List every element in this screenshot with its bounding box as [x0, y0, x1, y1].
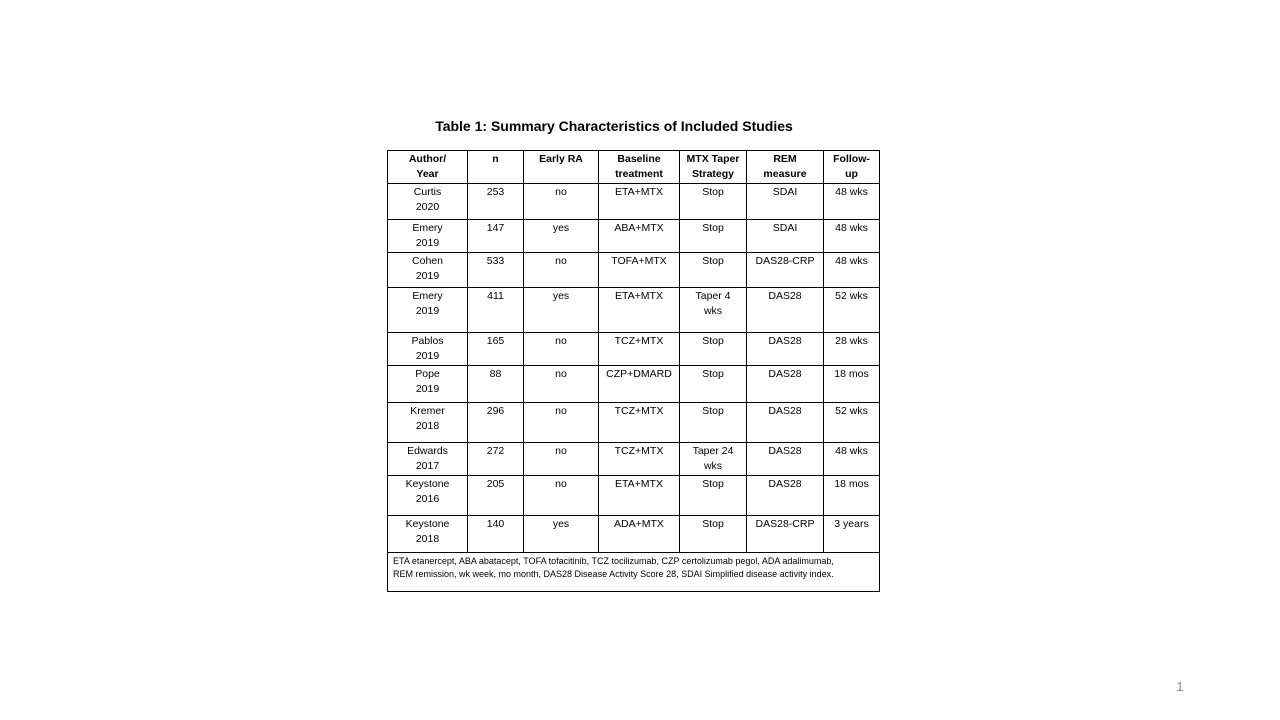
cell-baseline-treatment: TCZ+MTX: [599, 333, 680, 366]
header-mtx-taper-strategy-line-2: Strategy: [691, 168, 734, 180]
cell-follow-up: 18 mos: [824, 476, 880, 516]
cell-author: Edwards: [407, 445, 448, 457]
cell-follow-up: 28 wks: [824, 333, 880, 366]
cell-mtx-taper-strategy: [680, 288, 747, 333]
footnote-line-2: REM remission, wk week, mo month, DAS28 Disease Activity Score 28, SDAI Simplified disease activity index.: [393, 569, 834, 579]
cell-year: 2019: [415, 350, 440, 362]
cell-author-year: [388, 184, 468, 220]
cell-strategy-line-1: Taper 4: [695, 290, 731, 302]
cell-rem-measure: SDAI: [747, 184, 824, 220]
cell-follow-up: 48 wks: [824, 184, 880, 220]
cell-year: 2016: [415, 493, 440, 505]
header-mtx-taper-strategy: [680, 151, 747, 184]
cell-n: 165: [468, 333, 524, 366]
cell-year: 2020: [415, 201, 440, 213]
cell-year: 2017: [415, 460, 440, 472]
cell-author: Emery: [412, 222, 443, 234]
cell-author: Curtis: [413, 186, 442, 198]
header-mtx-taper-strategy-line-1: MTX Taper: [686, 153, 740, 165]
header-n: [468, 151, 524, 184]
header-rem-measure-line-2: measure: [763, 168, 807, 180]
cell-strategy-line-1: Stop: [702, 222, 724, 234]
cell-mtx-taper-strategy: [680, 220, 747, 253]
cell-strategy-line-2: wks: [703, 305, 723, 317]
cell-rem-measure: DAS28: [747, 443, 824, 476]
cell-baseline-treatment: ETA+MTX: [599, 288, 680, 333]
cell-rem-measure: DAS28: [747, 366, 824, 403]
cell-n: 411: [468, 288, 524, 333]
table-row: [388, 220, 880, 253]
header-rem-measure-line-1: REM: [773, 153, 797, 165]
cell-strategy-line-1: Taper 24: [692, 445, 734, 457]
cell-strategy-line-1: Stop: [702, 255, 724, 267]
cell-rem-measure: DAS28: [747, 476, 824, 516]
cell-author-year: [388, 253, 468, 288]
cell-mtx-taper-strategy: [680, 253, 747, 288]
header-author-year-line-1: Author/: [408, 153, 447, 165]
cell-n: 140: [468, 516, 524, 553]
table-row: [388, 476, 880, 516]
header-early-ra-line-1: Early RA: [539, 153, 583, 165]
cell-strategy-line-1: Stop: [702, 368, 724, 380]
cell-early-ra: no: [524, 333, 599, 366]
header-early-ra: [524, 151, 599, 184]
cell-early-ra: no: [524, 443, 599, 476]
cell-author: Emery: [412, 290, 443, 302]
header-author-year-line-2: Year: [416, 168, 439, 180]
cell-year: 2018: [415, 533, 440, 545]
cell-rem-measure: DAS28-CRP: [747, 516, 824, 553]
cell-early-ra: yes: [524, 220, 599, 253]
cell-follow-up: 52 wks: [824, 288, 880, 333]
cell-strategy-line-1: Stop: [702, 478, 724, 490]
cell-early-ra: no: [524, 253, 599, 288]
cell-year: 2018: [415, 420, 440, 432]
cell-baseline-treatment: ETA+MTX: [599, 476, 680, 516]
cell-baseline-treatment: ETA+MTX: [599, 184, 680, 220]
table-row: [388, 516, 880, 553]
cell-year: 2019: [415, 237, 440, 249]
cell-baseline-treatment: ADA+MTX: [599, 516, 680, 553]
cell-early-ra: yes: [524, 516, 599, 553]
cell-author-year: [388, 220, 468, 253]
cell-author-year: [388, 476, 468, 516]
header-baseline-treatment: [599, 151, 680, 184]
cell-n: 88: [468, 366, 524, 403]
cell-author: Keystone: [405, 518, 450, 530]
cell-mtx-taper-strategy: [680, 403, 747, 443]
cell-mtx-taper-strategy: [680, 333, 747, 366]
table-title: Table 1: Summary Characteristics of Included Studies: [435, 118, 793, 134]
cell-n: 272: [468, 443, 524, 476]
cell-author: Pablos: [411, 335, 444, 347]
cell-author: Kremer: [410, 405, 445, 417]
cell-author-year: [388, 333, 468, 366]
cell-follow-up: 48 wks: [824, 253, 880, 288]
cell-author: Keystone: [405, 478, 450, 490]
footnote-row: [388, 553, 880, 592]
page-number: 1: [1176, 679, 1184, 694]
cell-rem-measure: DAS28: [747, 333, 824, 366]
cell-strategy-line-2: wks: [703, 460, 723, 472]
cell-author-year: [388, 366, 468, 403]
cell-early-ra: yes: [524, 288, 599, 333]
cell-n: 533: [468, 253, 524, 288]
summary-table: [387, 150, 880, 592]
cell-strategy-line-1: Stop: [702, 186, 724, 198]
cell-rem-measure: DAS28: [747, 403, 824, 443]
header-baseline-treatment-line-1: Baseline: [617, 153, 661, 165]
table-body: [388, 184, 880, 553]
table-row: [388, 253, 880, 288]
cell-strategy-line-1: Stop: [702, 405, 724, 417]
cell-rem-measure: DAS28-CRP: [747, 253, 824, 288]
cell-n: 296: [468, 403, 524, 443]
cell-author-year: [388, 403, 468, 443]
header-follow-up-line-1: Follow-: [833, 153, 870, 165]
header-follow-up-line-2: up: [845, 168, 858, 180]
cell-early-ra: no: [524, 476, 599, 516]
cell-n: 205: [468, 476, 524, 516]
cell-mtx-taper-strategy: [680, 443, 747, 476]
cell-year: 2019: [415, 270, 440, 282]
cell-author-year: [388, 516, 468, 553]
header-baseline-treatment-line-2: treatment: [615, 168, 663, 180]
table-row: [388, 403, 880, 443]
cell-early-ra: no: [524, 366, 599, 403]
cell-rem-measure: DAS28: [747, 288, 824, 333]
cell-early-ra: no: [524, 184, 599, 220]
footnote-line-1: ETA etanercept, ABA abatacept, TOFA tofacitinib, TCZ tocilizumab, CZP certolizumab pegol, ADA adalimumab,: [393, 556, 834, 566]
cell-strategy-line-1: Stop: [702, 335, 724, 347]
cell-n: 147: [468, 220, 524, 253]
cell-author-year: [388, 443, 468, 476]
cell-early-ra: no: [524, 403, 599, 443]
header-follow-up: [824, 151, 880, 184]
cell-baseline-treatment: CZP+DMARD: [599, 366, 680, 403]
cell-follow-up: 48 wks: [824, 220, 880, 253]
table-row: [388, 443, 880, 476]
header-n-line-1: n: [492, 153, 499, 165]
header-rem-measure: [747, 151, 824, 184]
cell-rem-measure: SDAI: [747, 220, 824, 253]
cell-author-year: [388, 288, 468, 333]
header-row: [388, 151, 880, 184]
cell-author: Pope: [415, 368, 440, 380]
cell-mtx-taper-strategy: [680, 184, 747, 220]
cell-mtx-taper-strategy: [680, 476, 747, 516]
cell-year: 2019: [415, 305, 440, 317]
table-row: [388, 366, 880, 403]
cell-mtx-taper-strategy: [680, 366, 747, 403]
table-row: [388, 184, 880, 220]
cell-baseline-treatment: TCZ+MTX: [599, 403, 680, 443]
cell-year: 2019: [415, 383, 440, 395]
cell-strategy-line-1: Stop: [702, 518, 724, 530]
cell-baseline-treatment: TOFA+MTX: [599, 253, 680, 288]
table-row: [388, 333, 880, 366]
table-row: [388, 288, 880, 333]
cell-follow-up: 52 wks: [824, 403, 880, 443]
header-author-year: [388, 151, 468, 184]
cell-follow-up: 18 mos: [824, 366, 880, 403]
cell-baseline-treatment: ABA+MTX: [599, 220, 680, 253]
footnote: [388, 553, 880, 592]
cell-baseline-treatment: TCZ+MTX: [599, 443, 680, 476]
cell-author: Cohen: [412, 255, 443, 267]
cell-follow-up: 48 wks: [824, 443, 880, 476]
cell-mtx-taper-strategy: [680, 516, 747, 553]
cell-follow-up: 3 years: [824, 516, 880, 553]
cell-n: 253: [468, 184, 524, 220]
